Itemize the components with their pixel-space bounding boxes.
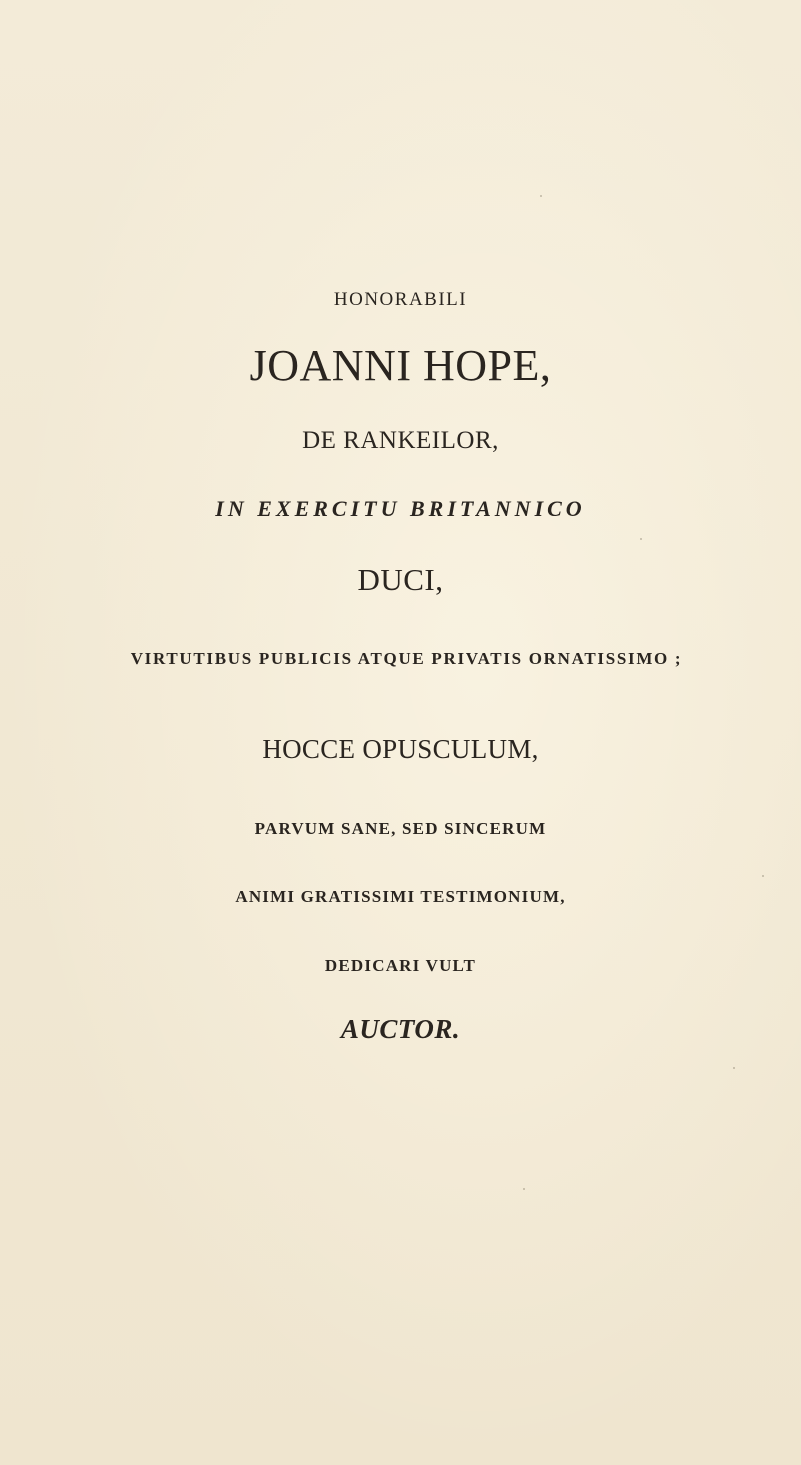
dedication-line-parvum: PARVUM SANE, SED SINCERUM	[254, 819, 547, 838]
author-signature: AUCTOR.	[340, 1014, 461, 1044]
dedicatee-rank: DUCI,	[357, 562, 444, 597]
paper-speck	[733, 1067, 735, 1069]
dedicatee-army: IN EXERCITU BRITANNICO	[215, 496, 586, 521]
work-title: HOCCE OPUSCULUM,	[262, 734, 539, 764]
dedicatee-name: JOANNI HOPE,	[249, 341, 552, 390]
paper-speck	[523, 1188, 525, 1190]
dedicatee-virtues: VIRTUTIBUS PUBLICIS ATQUE PRIVATIS ORNATISSIMO ;	[130, 649, 683, 668]
paper-speck	[762, 875, 764, 877]
dedication-line-animi: ANIMI GRATISSIMI TESTIMONIUM,	[235, 887, 566, 906]
paper-speck	[640, 538, 642, 540]
paper-speck	[540, 195, 542, 197]
dedication-honorabili: HONORABILI	[333, 289, 468, 310]
dedicatee-estate: DE RANKEILOR,	[302, 427, 499, 454]
dedication-line-dedicari: DEDICARI VULT	[324, 956, 477, 975]
